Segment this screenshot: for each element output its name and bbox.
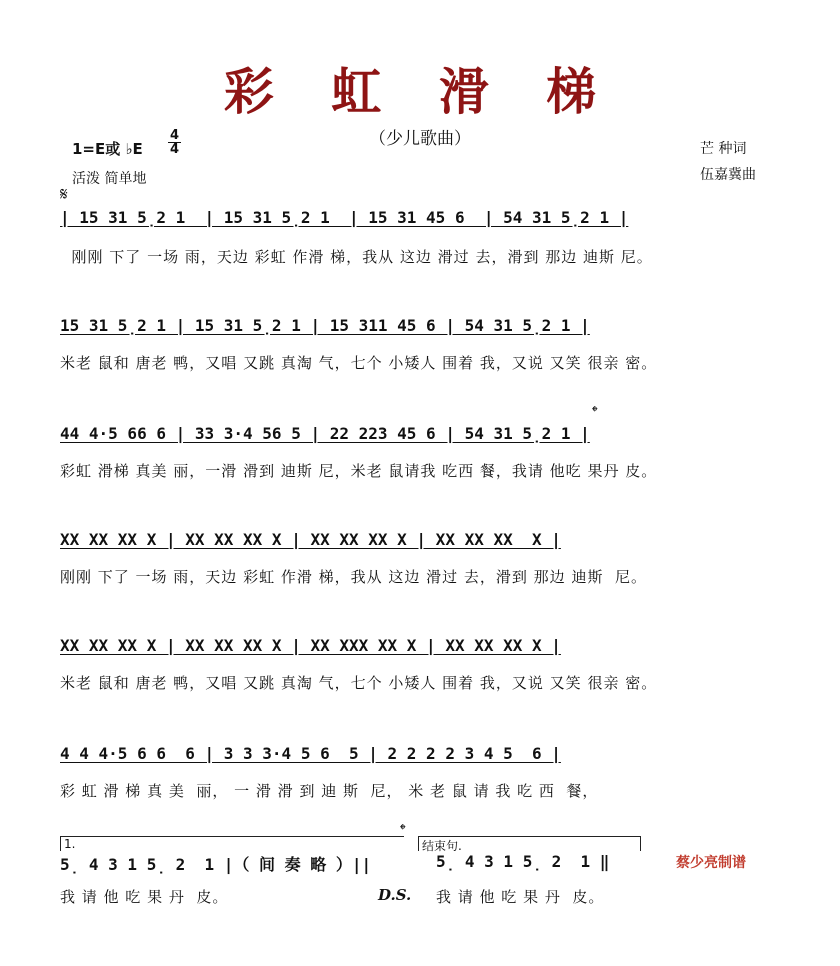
lyrics-line: 彩虹 滑梯 真美 丽，一滑 滑到 迪斯 尼，米老 鼠请我 吃西 餐，我请 他吃 果丹 皮。 (60, 462, 658, 480)
lyrics-line: 米老 鼠和 唐老 鸭，又唱 又跳 真淘 气，七个 小矮人 围着 我，又说 又笑 很亲 密。 (60, 354, 658, 372)
notation-line: | 15 31 5̣2 1 | 15 31 5̣2 1 | 15 31 45 6 | 54 31 5̣2 1 | (60, 208, 629, 227)
first-ending-bracket: 1. (60, 836, 404, 851)
rhythm-line: XX XX XX X | XX XX XX X | XX XX XX X | XX XX XX X | (60, 530, 561, 549)
dal-segno-marking: D.S. (378, 886, 412, 904)
ending-lyrics: 我 请 他 吃 果 丹 皮。 (60, 888, 229, 906)
song-title: 彩 虹 滑 梯 (223, 62, 617, 121)
transcriber-credit: 蔡少亮制谱 (676, 855, 746, 871)
coda-notation: 5̣ 4 3 1 5̣ 2 1 ‖ (436, 852, 610, 871)
lyricist-credit: 芒 种词 (700, 141, 747, 157)
time-signature-bottom: 4 (170, 142, 180, 157)
coda-icon: 𝄌 (592, 402, 598, 421)
lyrics-line: 彩 虹 滑 梯 真 美 丽， 一 滑 滑 到 迪 斯 尼， 米 老 鼠 请 我 吃 西 餐， (60, 782, 599, 800)
time-signature (168, 129, 181, 156)
coda-icon: 𝄌 (400, 820, 406, 839)
time-signature-top: 4 (170, 128, 180, 143)
lyrics-line: 米老 鼠和 唐老 鸭，又唱 又跳 真淘 气，七个 小矮人 围着 我，又说 又笑 很亲 密。 (60, 674, 658, 692)
coda-lyrics: 我 请 他 吃 果 丹 皮。 (436, 888, 605, 906)
key-signature: 1=E或 ♭E (72, 140, 143, 158)
composer-credit: 伍嘉冀曲 (700, 167, 756, 183)
final-ending-bracket: 结束句. (418, 836, 641, 851)
song-subtitle: （少儿歌曲） (369, 129, 471, 149)
lyrics-line: 刚刚 下了 一场 雨，天边 彩虹 作滑 梯，我从 这边 滑过 去，滑到 那边 迪斯 尼。 (60, 568, 647, 586)
segno-icon: 𝄋 (60, 184, 68, 205)
notation-line: 4 4 4·5 6 6 6 | 3 3 3·4 5 6 5 | 2 2 2 2 3 4 5 6 | (60, 744, 561, 763)
tempo-marking: 活泼 简单地 (72, 171, 147, 187)
ending-notation: 5̣ 4 3 1 5̣ 2 1 |（ 间 奏 略 ）|| (60, 855, 372, 874)
rhythm-line: XX XX XX X | XX XX XX X | XX XXX XX X | XX XX XX X | (60, 636, 561, 655)
notation-line: 15 31 5̣2 1 | 15 31 5̣2 1 | 15 311 45 6 | 54 31 5̣2 1 | (60, 316, 590, 335)
notation-line: 44 4·5 66 6 | 33 3·4 56 5 | 22 223 45 6 | 54 31 5̣2 1 | (60, 424, 590, 443)
lyrics-line: 刚刚 下了 一场 雨，天边 彩虹 作滑 梯，我从 这边 滑过 去，滑到 那边 迪斯 尼。 (60, 248, 653, 266)
